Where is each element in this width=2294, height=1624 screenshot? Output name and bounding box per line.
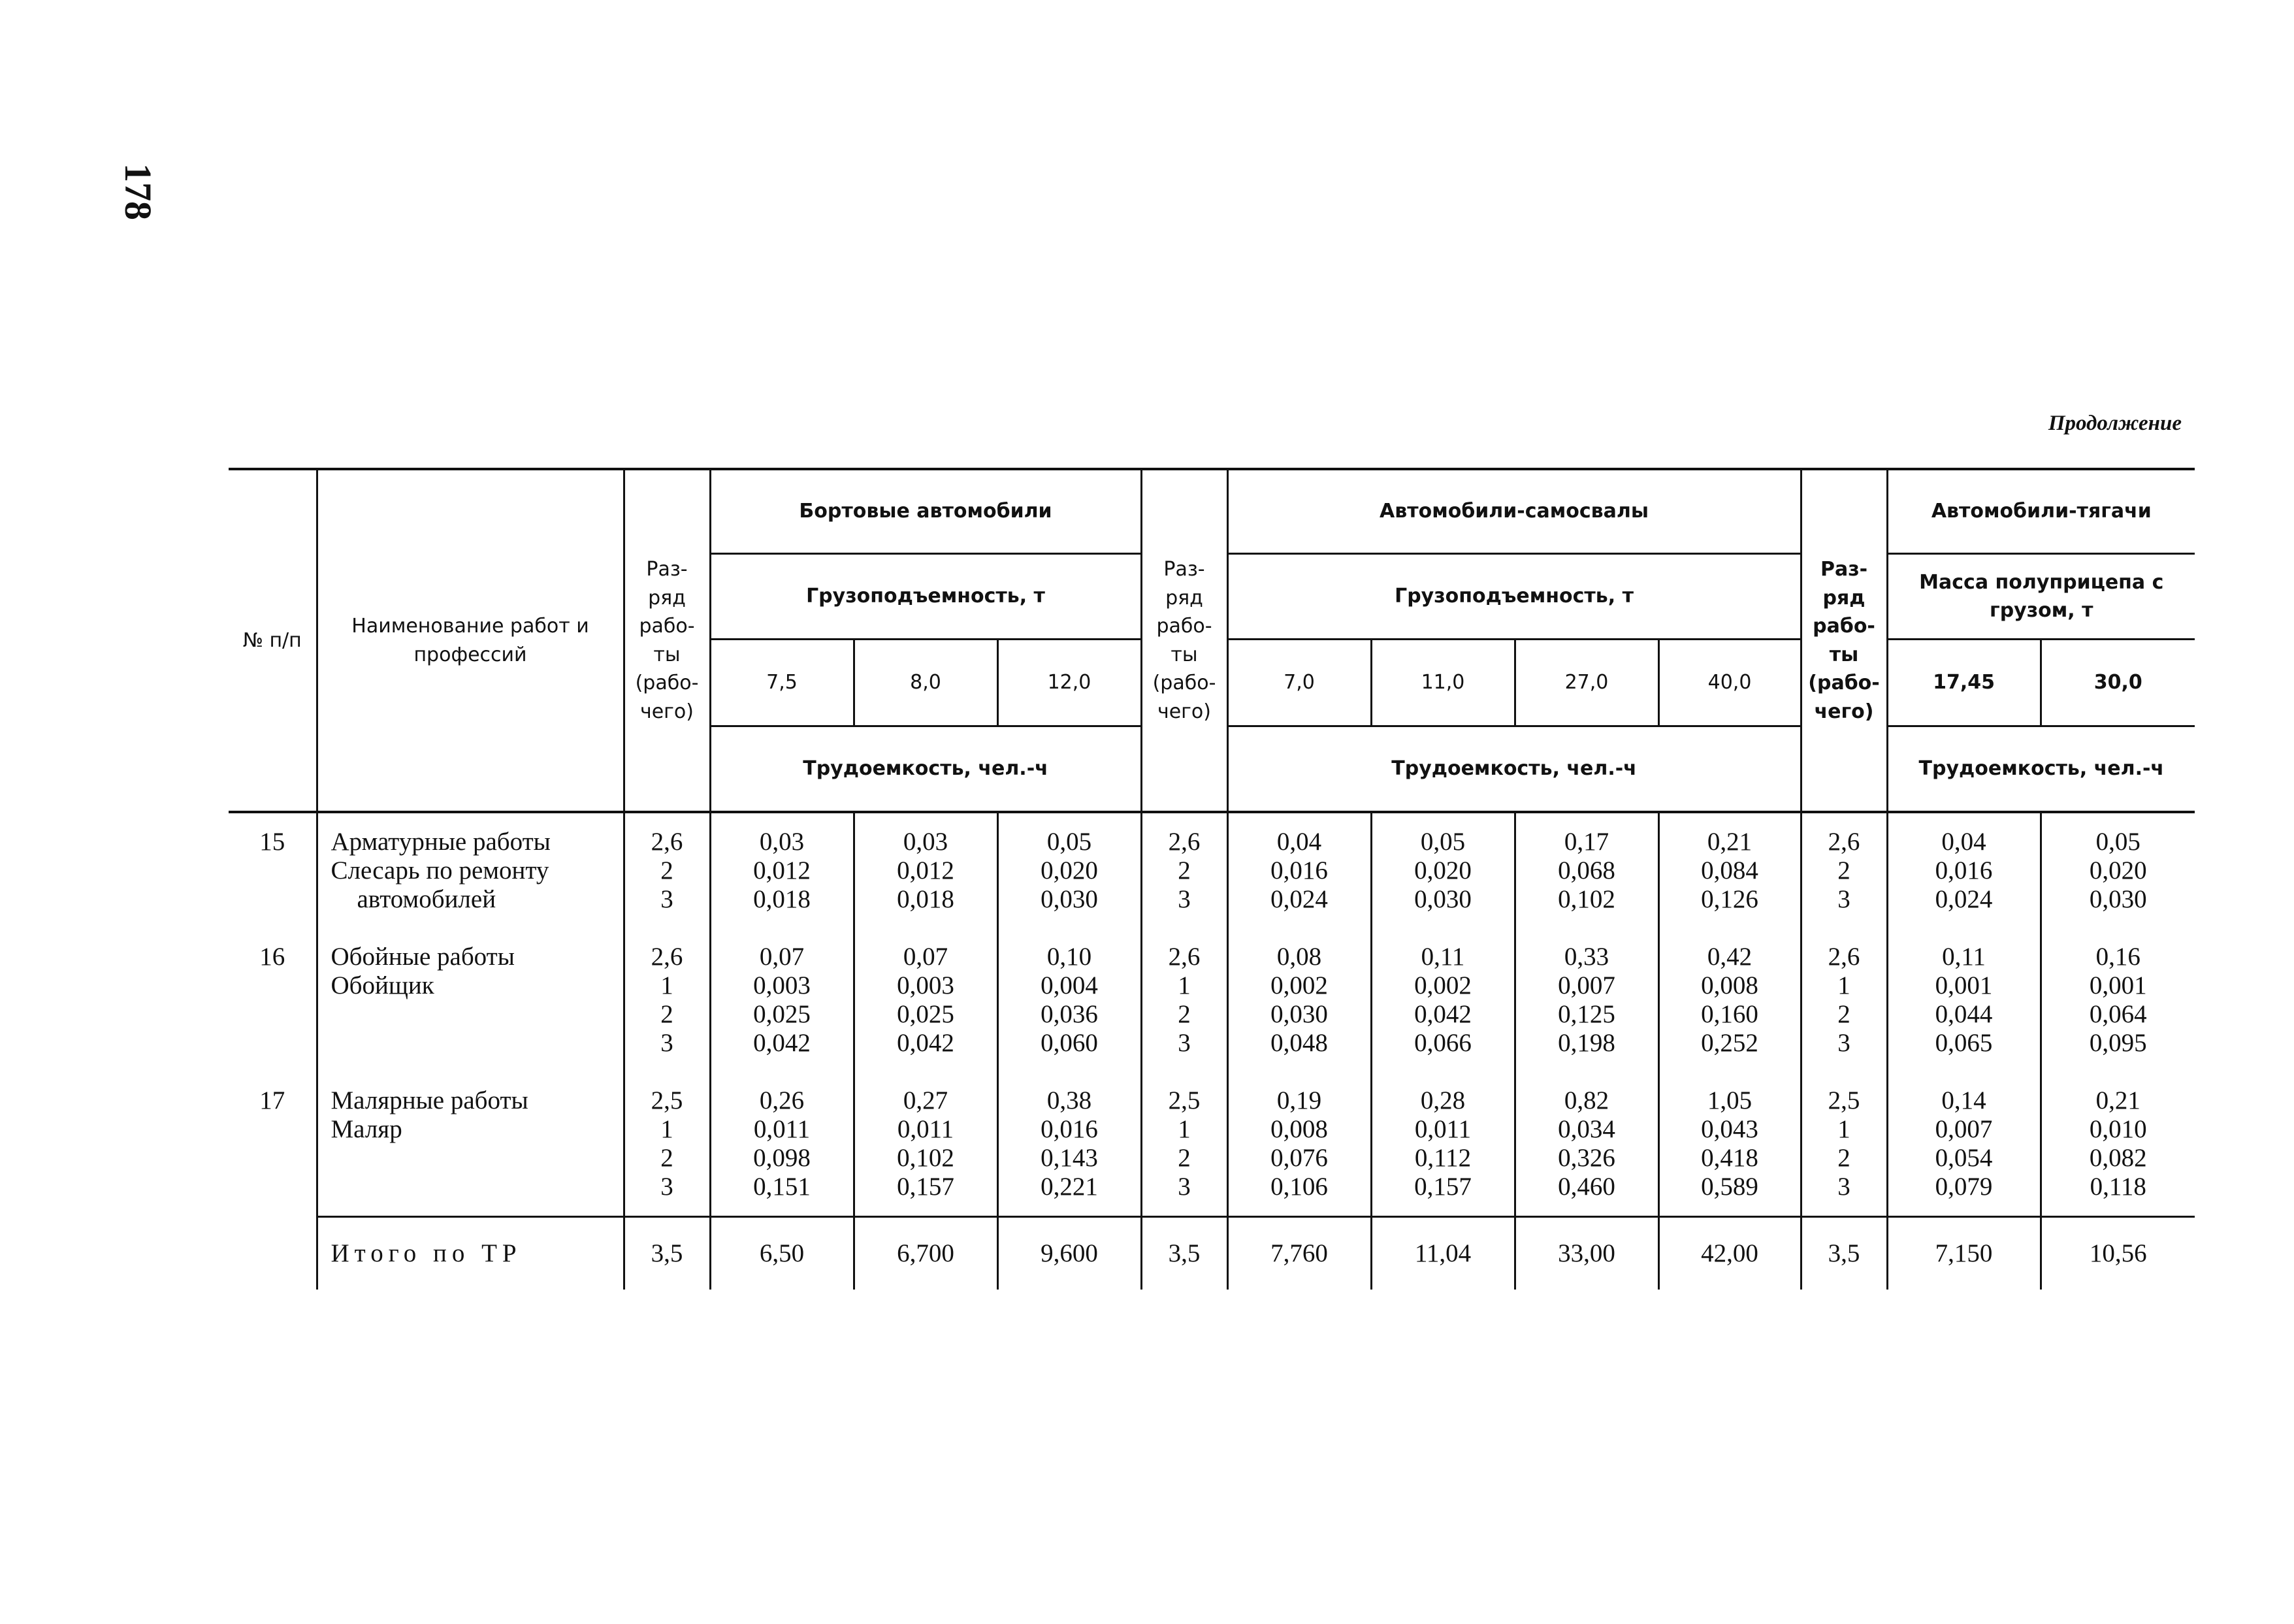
- value-line: 0,007: [1558, 971, 1615, 999]
- value-cell-t300: [2041, 928, 2195, 1072]
- group-samosval-header: Автомобили-самосвалы: [1227, 469, 1801, 554]
- value-line: 3: [1837, 1173, 1850, 1201]
- value-line: 0,17: [1564, 828, 1609, 856]
- value-line: 0,007: [1935, 1115, 1993, 1143]
- value-line: 0,066: [1414, 1029, 1472, 1057]
- value-cell-grade1: [624, 812, 710, 928]
- value-line: 0,157: [1414, 1173, 1472, 1201]
- grade-header-line: ты: [653, 643, 681, 666]
- value-cell-b80: [854, 812, 997, 928]
- row-number: 15: [229, 812, 317, 928]
- value-line: 2: [660, 856, 673, 885]
- value-line: 0,14: [1941, 1086, 1986, 1114]
- total-value-b120: 9,600: [997, 1217, 1141, 1290]
- work-name-line: Арматурные работы: [331, 828, 551, 856]
- value-line: 1: [1178, 1115, 1191, 1143]
- value-line: 0,198: [1558, 1029, 1615, 1057]
- value-line: 0,07: [903, 943, 948, 971]
- value-cell-grade1: [624, 1072, 710, 1217]
- value-line: 0,151: [753, 1173, 811, 1201]
- value-cell-s110: [1371, 812, 1515, 928]
- value-line: 1: [1178, 971, 1191, 999]
- samosval-capacity-7-0: 7,0: [1227, 640, 1371, 726]
- value-line: 0,102: [1558, 885, 1615, 913]
- value-line: 0,38: [1046, 1086, 1092, 1114]
- value-line: 0,157: [897, 1173, 954, 1201]
- value-cell-grade3: [1801, 812, 1887, 928]
- value-line: 0,27: [903, 1086, 948, 1114]
- value-cell-s110: [1371, 1072, 1515, 1217]
- value-line: 2,5: [1168, 1086, 1201, 1114]
- value-cell-grade3: [1801, 1072, 1887, 1217]
- value-cell-grade3: [1801, 928, 1887, 1072]
- continuation-label: Продолжение: [2048, 412, 2182, 435]
- total-label: Итого по ТР: [317, 1217, 624, 1290]
- value-line: 0,036: [1041, 1000, 1098, 1028]
- value-line: 0,82: [1564, 1086, 1609, 1114]
- value-line: 0,030: [1414, 885, 1472, 913]
- grade-header-line: (рабо-: [635, 672, 699, 694]
- work-name-line: Маляр: [331, 1115, 402, 1143]
- work-name-line: Малярные работы: [331, 1086, 528, 1114]
- value-line: 1: [1837, 1115, 1850, 1143]
- row-number: 17: [229, 1072, 317, 1217]
- value-line: 3: [660, 1029, 673, 1057]
- value-line: 2,6: [1168, 828, 1201, 856]
- value-line: 2,6: [651, 943, 683, 971]
- value-line: 0,034: [1558, 1115, 1615, 1143]
- value-cell-s400: [1658, 812, 1801, 928]
- value-cell-s400: [1658, 1072, 1801, 1217]
- value-cell-t300: [2041, 1072, 2195, 1217]
- grade-header-line: ряд: [1165, 586, 1203, 609]
- value-line: 0,020: [1414, 856, 1472, 885]
- grade-header-line: рабо-: [639, 615, 695, 638]
- value-line: 2: [660, 1144, 673, 1172]
- value-line: 0,011: [753, 1115, 811, 1143]
- value-line: 0,025: [897, 1000, 954, 1028]
- work-name-line: [331, 1173, 623, 1201]
- tyagach-mass-30-0: 30,0: [2041, 640, 2195, 726]
- bort-capacity-7-5: 7,5: [710, 640, 854, 726]
- value-line: 0,04: [1941, 828, 1986, 856]
- total-row: [229, 1217, 2195, 1290]
- value-line: 0,002: [1270, 971, 1328, 999]
- work-name-line: автомобилей: [357, 885, 496, 913]
- value-line: 0,012: [897, 856, 954, 885]
- value-line: 0,042: [897, 1029, 954, 1057]
- total-value-b80: 6,700: [854, 1217, 997, 1290]
- value-line: 0,221: [1041, 1173, 1098, 1201]
- total-value-s70: 7,760: [1227, 1217, 1371, 1290]
- value-line: 0,11: [1942, 943, 1986, 971]
- value-line: 0,33: [1564, 943, 1609, 971]
- bort-labor-header: Трудоемкость, чел.-ч: [710, 726, 1141, 813]
- value-line: 0,03: [903, 828, 948, 856]
- value-cell-b75: [710, 812, 854, 928]
- value-line: 0,326: [1558, 1144, 1615, 1172]
- value-line: 0,126: [1701, 885, 1758, 913]
- grade-header-line: рабо-: [1813, 615, 1875, 638]
- value-line: 0,001: [2089, 971, 2147, 999]
- value-line: 0,048: [1270, 1029, 1328, 1057]
- value-cell-s70: [1227, 1072, 1371, 1217]
- value-line: 0,064: [2089, 1000, 2147, 1028]
- value-line: 0,011: [1414, 1115, 1472, 1143]
- value-line: 3: [1837, 885, 1850, 913]
- value-line: 0,076: [1270, 1144, 1328, 1172]
- table-row: [229, 812, 2195, 928]
- value-line: 0,018: [897, 885, 954, 913]
- value-line: 0,003: [753, 971, 811, 999]
- value-line: 1,05: [1707, 1086, 1753, 1114]
- value-line: 0,106: [1270, 1173, 1328, 1201]
- value-line: 0,05: [2095, 828, 2141, 856]
- total-value-grade2: 3,5: [1141, 1217, 1227, 1290]
- samosval-capacity-11-0: 11,0: [1371, 640, 1515, 726]
- value-line: 2,5: [651, 1086, 683, 1114]
- work-name-line: Обойщик: [331, 971, 434, 999]
- value-line: 0,095: [2089, 1029, 2147, 1057]
- value-cell-b75: [710, 928, 854, 1072]
- value-line: 0,008: [1270, 1115, 1328, 1143]
- value-line: 0,084: [1701, 856, 1758, 885]
- tyagach-mass-17-45: 17,45: [1887, 640, 2041, 726]
- value-line: 0,016: [1270, 856, 1328, 885]
- value-line: 0,043: [1701, 1115, 1758, 1143]
- value-line: 0,11: [1421, 943, 1465, 971]
- value-line: 2: [1837, 1000, 1850, 1028]
- value-line: 0,589: [1701, 1173, 1758, 1201]
- table-row: [229, 928, 2195, 1072]
- value-line: 0,102: [897, 1144, 954, 1172]
- grade-header-line: чего): [1814, 700, 1874, 723]
- grade-header-line: рабо-: [1156, 615, 1212, 638]
- value-line: 0,16: [2095, 943, 2141, 971]
- value-cell-b120: [997, 1072, 1141, 1217]
- value-line: 0,068: [1558, 856, 1615, 885]
- total-value-s270: 33,00: [1515, 1217, 1658, 1290]
- value-line: 0,160: [1701, 1000, 1758, 1028]
- value-line: 0,252: [1701, 1029, 1758, 1057]
- value-line: 0,065: [1935, 1029, 1993, 1057]
- num-header: № п/п: [229, 469, 317, 812]
- value-line: 0,018: [753, 885, 811, 913]
- labor-intensity-table: [229, 468, 2195, 1290]
- value-line: 0,082: [2089, 1144, 2147, 1172]
- value-line: 3: [1178, 885, 1191, 913]
- value-line: 0,001: [1935, 971, 1993, 999]
- grade-header-2: [1141, 469, 1227, 812]
- total-value-s110: 11,04: [1371, 1217, 1515, 1290]
- value-line: 0,10: [1046, 943, 1092, 971]
- bort-capacity-8-0: 8,0: [854, 640, 997, 726]
- value-line: 0,020: [2089, 856, 2147, 885]
- value-line: 0,008: [1701, 971, 1758, 999]
- value-line: 2,6: [1828, 943, 1860, 971]
- value-line: 2,6: [1168, 943, 1201, 971]
- value-cell-s270: [1515, 812, 1658, 928]
- value-line: 0,002: [1414, 971, 1472, 999]
- value-line: 0,011: [897, 1115, 954, 1143]
- total-value-grade1: 3,5: [624, 1217, 710, 1290]
- value-line: 0,044: [1935, 1000, 1993, 1028]
- value-cell-t1745: [1887, 812, 2041, 928]
- value-line: 0,042: [753, 1029, 811, 1057]
- value-line: 0,04: [1276, 828, 1322, 856]
- tyagach-mass-header: Масса полуприцепа с грузом, т: [1887, 554, 2195, 640]
- value-cell-b120: [997, 928, 1141, 1072]
- group-tyagach-header: Автомобили-тягачи: [1887, 469, 2195, 554]
- value-line: 0,42: [1707, 943, 1753, 971]
- samosval-labor-header: Трудоемкость, чел.-ч: [1227, 726, 1801, 813]
- value-cell-s70: [1227, 928, 1371, 1072]
- value-line: 0,143: [1041, 1144, 1098, 1172]
- value-line: 1: [1837, 971, 1850, 999]
- samosval-capacity-40-0: 40,0: [1658, 640, 1801, 726]
- value-cell-grade1: [624, 928, 710, 1072]
- bort-capacity-12-0: 12,0: [997, 640, 1141, 726]
- value-line: 3: [660, 885, 673, 913]
- value-cell-b80: [854, 1072, 997, 1217]
- value-line: 0,060: [1041, 1029, 1098, 1057]
- value-line: 2,6: [1828, 828, 1860, 856]
- row-number: 16: [229, 928, 317, 1072]
- value-cell-t300: [2041, 812, 2195, 928]
- value-cell-s110: [1371, 928, 1515, 1072]
- total-value-t300: 10,56: [2041, 1217, 2195, 1290]
- value-line: 0,030: [2089, 885, 2147, 913]
- value-line: 0,112: [1414, 1144, 1472, 1172]
- grade-header-line: Раз-: [646, 558, 688, 581]
- samosval-capacity-27-0: 27,0: [1515, 640, 1658, 726]
- table-row: [229, 1072, 2195, 1217]
- value-cell-b75: [710, 1072, 854, 1217]
- value-line: 0,024: [1935, 885, 1993, 913]
- value-line: 0,024: [1270, 885, 1328, 913]
- work-name-line: [331, 1000, 623, 1029]
- value-cell-grade2: [1141, 812, 1227, 928]
- value-line: 3: [1178, 1029, 1191, 1057]
- value-line: 2: [1837, 1144, 1850, 1172]
- grade-header-line: ты: [1829, 643, 1859, 666]
- value-line: 2: [1178, 1144, 1191, 1172]
- value-cell-s400: [1658, 928, 1801, 1072]
- value-line: 0,19: [1276, 1086, 1322, 1114]
- value-line: 0,26: [759, 1086, 805, 1114]
- value-line: 0,08: [1276, 943, 1322, 971]
- work-name-cell: [317, 928, 624, 1072]
- value-line: 2: [1837, 856, 1850, 885]
- grade-header-line: Раз-: [1163, 558, 1205, 581]
- value-line: 0,003: [897, 971, 954, 999]
- work-name-line: Слесарь по ремонту: [331, 856, 549, 885]
- grade-header-1: [624, 469, 710, 812]
- value-line: 3: [1178, 1173, 1191, 1201]
- value-line: 0,030: [1270, 1000, 1328, 1028]
- grade-header-line: (рабо-: [1808, 672, 1880, 694]
- value-line: 0,098: [753, 1144, 811, 1172]
- value-line: 0,125: [1558, 1000, 1615, 1028]
- page-number: 178: [117, 163, 159, 220]
- tyagach-labor-header: Трудоемкость, чел.-ч: [1887, 726, 2195, 813]
- value-line: 0,418: [1701, 1144, 1758, 1172]
- table-header: [229, 469, 2195, 812]
- value-line: 2: [1178, 1000, 1191, 1028]
- value-line: 0,28: [1420, 1086, 1466, 1114]
- grade-header-line: ряд: [648, 586, 686, 609]
- table-body: [229, 812, 2195, 1290]
- value-cell-t1745: [1887, 1072, 2041, 1217]
- value-cell-b120: [997, 812, 1141, 928]
- value-cell-s70: [1227, 812, 1371, 928]
- grade-header-line: чего): [1157, 700, 1211, 723]
- value-line: 0,016: [1041, 1115, 1098, 1143]
- total-num-cell: [229, 1217, 317, 1290]
- value-line: 0,05: [1420, 828, 1466, 856]
- total-value-b75: 6,50: [710, 1217, 854, 1290]
- value-line: 0,004: [1041, 971, 1098, 999]
- value-cell-s270: [1515, 928, 1658, 1072]
- value-line: 2,6: [651, 828, 683, 856]
- value-line: 2,5: [1828, 1086, 1860, 1114]
- value-cell-grade2: [1141, 928, 1227, 1072]
- value-line: 0,21: [1707, 828, 1753, 856]
- value-line: 3: [660, 1173, 673, 1201]
- name-header: Наименование работ и профессий: [317, 469, 624, 812]
- grade-header-3: [1801, 469, 1887, 812]
- value-line: 0,020: [1041, 856, 1098, 885]
- value-line: 0,07: [759, 943, 805, 971]
- value-line: 0,118: [2090, 1173, 2146, 1201]
- grade-header-line: ты: [1171, 643, 1198, 666]
- work-name-cell: [317, 1072, 624, 1217]
- grade-header-line: ряд: [1822, 586, 1866, 609]
- work-name-line: [331, 1029, 623, 1058]
- value-line: 0,012: [753, 856, 811, 885]
- value-line: 3: [1837, 1029, 1850, 1057]
- value-line: 1: [660, 971, 673, 999]
- value-line: 0,05: [1046, 828, 1092, 856]
- value-line: 2: [660, 1000, 673, 1028]
- total-value-grade3: 3,5: [1801, 1217, 1887, 1290]
- grade-header-line: Раз-: [1820, 558, 1868, 581]
- work-name-line: Обойные работы: [331, 943, 515, 971]
- value-cell-s270: [1515, 1072, 1658, 1217]
- value-line: 0,03: [759, 828, 805, 856]
- value-cell-grade2: [1141, 1072, 1227, 1217]
- bort-capacity-header: Грузоподъемность, т: [710, 554, 1141, 640]
- value-cell-t1745: [1887, 928, 2041, 1072]
- value-line: 0,030: [1041, 885, 1098, 913]
- value-cell-b80: [854, 928, 997, 1072]
- group-bort-header: Бортовые автомобили: [710, 469, 1141, 554]
- total-value-s400: 42,00: [1658, 1217, 1801, 1290]
- samosval-capacity-header: Грузоподъемность, т: [1227, 554, 1801, 640]
- grade-header-line: (рабо-: [1152, 672, 1216, 694]
- value-line: 0,21: [2095, 1086, 2141, 1114]
- value-line: 0,042: [1414, 1000, 1472, 1028]
- value-line: 0,054: [1935, 1144, 1993, 1172]
- value-line: 0,460: [1558, 1173, 1615, 1201]
- grade-header-line: чего): [639, 700, 694, 723]
- value-line: 0,025: [753, 1000, 811, 1028]
- total-value-t1745: 7,150: [1887, 1217, 2041, 1290]
- work-name-line: [331, 1144, 623, 1173]
- value-line: 0,016: [1935, 856, 1993, 885]
- work-name-cell: [317, 812, 624, 928]
- value-line: 2: [1178, 856, 1191, 885]
- value-line: 1: [660, 1115, 673, 1143]
- value-line: 0,010: [2089, 1115, 2147, 1143]
- value-line: 0,079: [1935, 1173, 1993, 1201]
